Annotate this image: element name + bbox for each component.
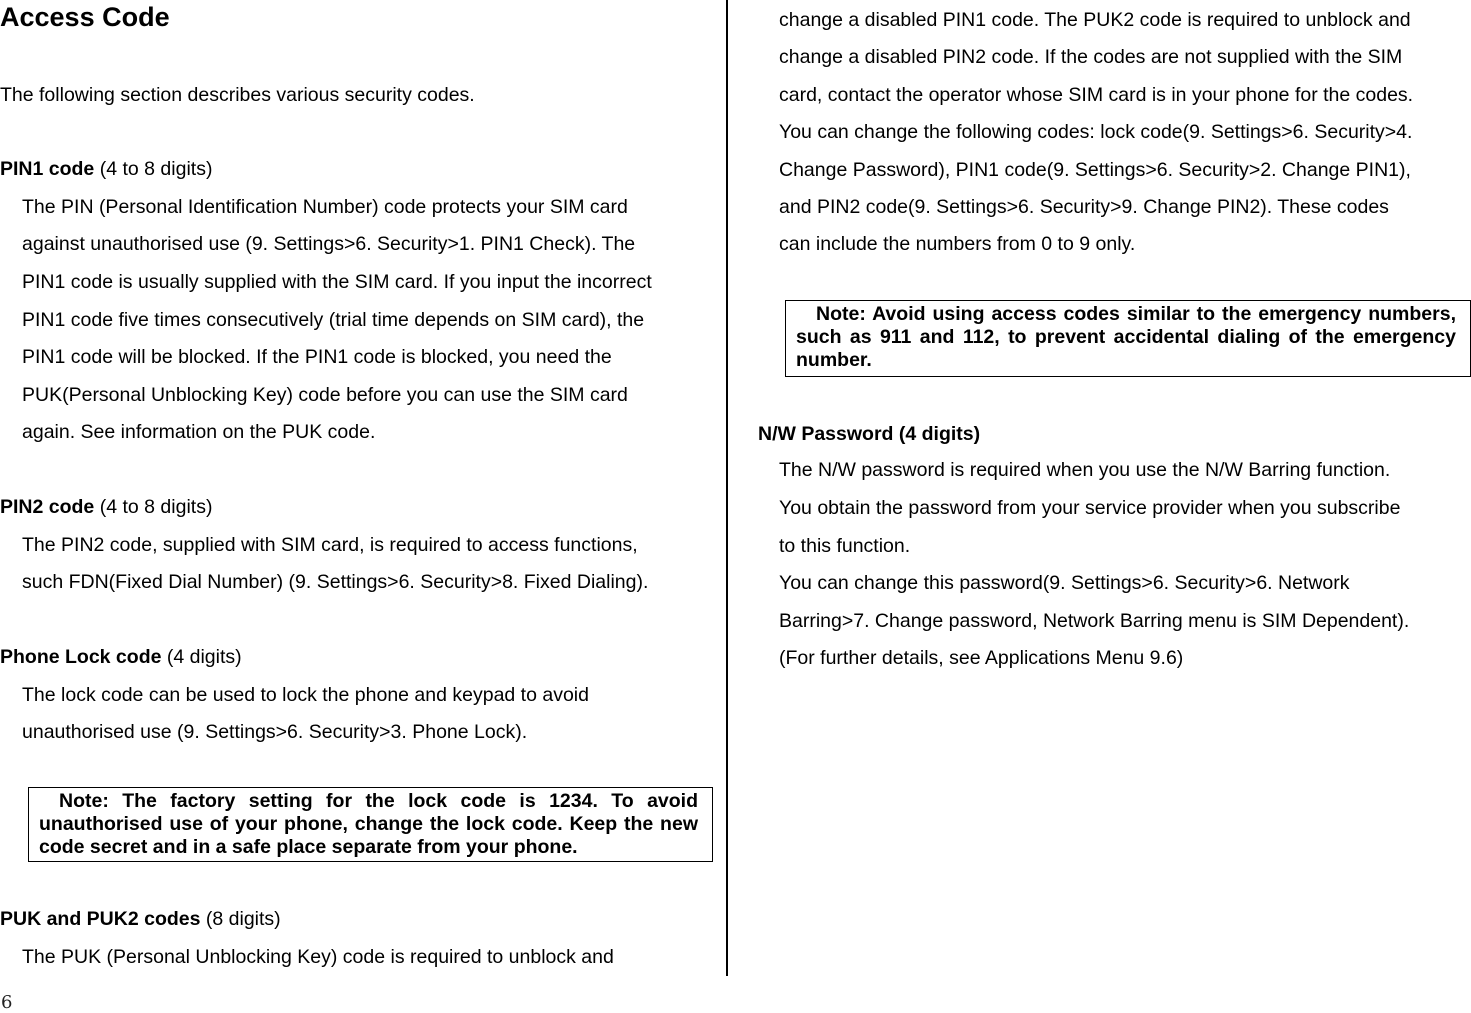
nw-password-line: Barring>7. Change password, Network Barring menu is SIM Dependent). xyxy=(779,610,1410,632)
emergency-note: Note: Avoid using access codes similar to the emergency numbers, such as 911 and 112, to prevent accidental dialing of the emergency number. xyxy=(785,300,1471,377)
intro-text: The following section describes various security codes. xyxy=(0,84,475,106)
puk-digits: (8 digits) xyxy=(205,908,281,930)
pin1-line: PIN1 code five times consecutively (trial time depends on SIM card), the xyxy=(22,309,645,331)
pin1-line: PIN1 code is usually supplied with the SIM card. If you input the incorrect xyxy=(22,271,652,293)
phone-lock-line: The lock code can be used to lock the phone and keypad to avoid xyxy=(22,684,589,706)
nw-password-line: The N/W password is required when you use the N/W Barring function. xyxy=(779,459,1391,481)
pin2-digits: (4 to 8 digits) xyxy=(99,496,213,518)
phone-lock-line: unauthorised use (9. Settings>6. Security>3. Phone Lock). xyxy=(22,721,528,743)
phone-lock-heading-line xyxy=(0,646,242,669)
puk-continued-line: card, contact the operator whose SIM card is in your phone for the codes. xyxy=(779,84,1414,106)
page-title: Access Code xyxy=(0,2,170,32)
page-number: 6 xyxy=(1,992,13,1013)
puk-continued-line: change a disabled PIN2 code. If the codes are not supplied with the SIM xyxy=(779,46,1403,68)
pin1-line: against unauthorised use (9. Settings>6. Security>1. PIN1 Check). The xyxy=(22,233,636,255)
pin1-line: The PIN (Personal Identification Number) code protects your SIM card xyxy=(22,196,628,218)
pin2-line: The PIN2 code, supplied with SIM card, is required to access functions, xyxy=(22,534,638,556)
lock-code-note: Note: The factory setting for the lock code is 1234. To avoid unauthorised use of your phone, change the lock code. Keep the new code secret and in a safe place separate from your phone. xyxy=(28,787,713,862)
puk-heading: PUK and PUK2 codes xyxy=(0,908,201,930)
pin2-heading: PIN2 code xyxy=(0,496,95,518)
puk-continued-line: You can change the following codes: lock code(9. Settings>6. Security>4. xyxy=(779,121,1413,143)
nw-password-line: You can change this password(9. Settings>6. Security>6. Network xyxy=(779,572,1350,594)
pin1-heading-line xyxy=(0,158,212,181)
nw-password-heading: N/W Password (4 digits) xyxy=(758,423,981,445)
puk-continued-line: and PIN2 code(9. Settings>6. Security>9. Change PIN2). These codes xyxy=(779,196,1389,218)
nw-password-line: You obtain the password from your service provider when you subscribe xyxy=(779,497,1401,519)
pin1-line: PUK(Personal Unblocking Key) code before you can use the SIM card xyxy=(22,384,628,406)
pin1-line: again. See information on the PUK code. xyxy=(22,421,376,443)
pin1-heading: PIN1 code xyxy=(0,158,95,180)
nw-password-line: to this function. xyxy=(779,535,911,557)
pin2-heading-line xyxy=(0,496,212,519)
pin2-line: such FDN(Fixed Dial Number) (9. Settings>6. Security>8. Fixed Dialing). xyxy=(22,571,649,593)
column-divider xyxy=(726,0,728,976)
puk-heading-line xyxy=(0,908,281,931)
puk-continued-line: can include the numbers from 0 to 9 only. xyxy=(779,233,1136,255)
puk-continued-line: change a disabled PIN1 code. The PUK2 code is required to unblock and xyxy=(779,9,1411,31)
pin1-line: PIN1 code will be blocked. If the PIN1 code is blocked, you need the xyxy=(22,346,612,368)
puk-line: The PUK (Personal Unblocking Key) code is required to unblock and xyxy=(22,946,614,968)
puk-continued-line: Change Password), PIN1 code(9. Settings>6. Security>2. Change PIN1), xyxy=(779,159,1411,181)
phone-lock-heading: Phone Lock code xyxy=(0,646,162,668)
nw-password-line: (For further details, see Applications Menu 9.6) xyxy=(779,647,1184,669)
phone-lock-digits: (4 digits) xyxy=(166,646,242,668)
pin1-digits: (4 to 8 digits) xyxy=(99,158,213,180)
